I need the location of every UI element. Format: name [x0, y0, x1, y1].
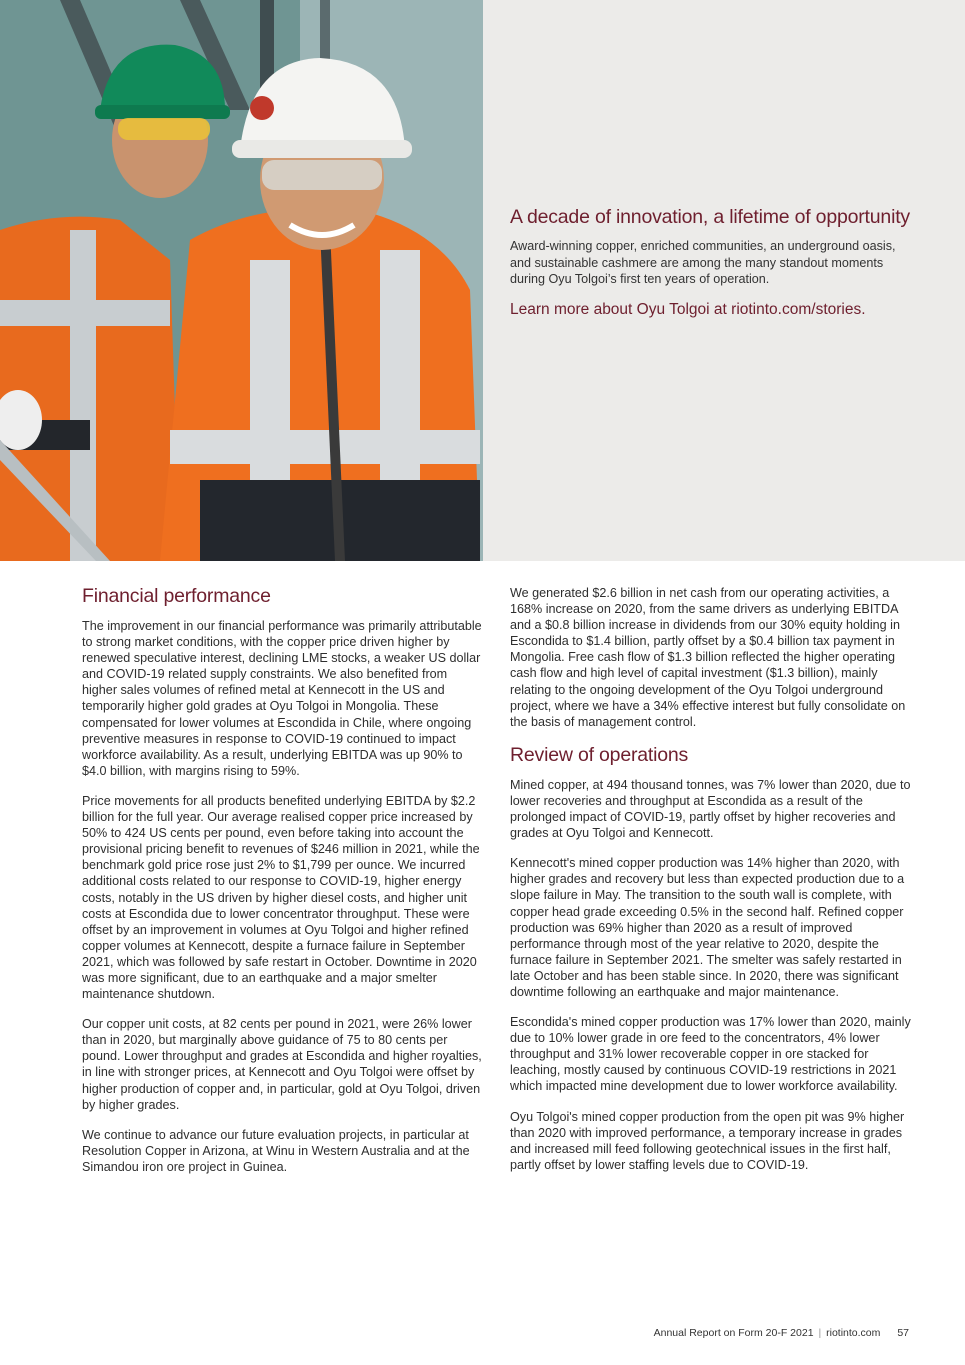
callout-link[interactable]: Learn more about Oyu Tolgoi at riotinto.com/stories.: [510, 301, 866, 318]
operations-paragraph-1: Mined copper, at 494 thousand tonnes, was 7% lower than 2020, due to lower recoveries and throughput at Escondida as a result of the prolonged impact of COVID-19, partly offset by higher recoveries and grades at Oyu Tolgoi and Kennecott.: [510, 777, 911, 841]
financial-performance-heading: Financial performance: [82, 585, 271, 607]
operations-paragraph-4: Oyu Tolgoi's mined copper production from the open pit was 9% higher than 2020 with improved performance, a temporary increase in grades and increased mill feed following geotechnical issues in the first half, partly offset by lower staffing levels due to COVID-19.: [510, 1109, 905, 1172]
page-number: 57: [897, 1327, 909, 1339]
review-of-operations-heading: Review of operations: [510, 743, 689, 766]
financial-paragraph-1: The improvement in our financial performance was primarily attributable to strong market conditions, with the copper price driven higher by renewed speculative interest, declining LME stocks, a weaker US dollar and COVID-19 related supply constraints. We also benefited from higher sales volumes of refined metal at Kennecott in the US and temporarily higher gold grades at Oyu Tolgoi in Mongolia. These compensated for lower volumes at Escondida in Chile, where ongoing preventive measures in response to COVID-19 continued to impact workforce availability. As a result, underlying EBITDA was up 90% to $4.0 billion, with margins rising to 59%.: [82, 619, 482, 778]
footer-report-title: Annual Report on Form 20-F 2021: [653, 1327, 814, 1339]
operations-paragraph-3: Escondida's mined copper production was 17% lower than 2020, mainly due to 10% lower grade in ore feed to the concentrators, 4% lower throughput and 31% lower recoverable copper in ore stacked for leaching, mostly caused by continuous COVID-19 restrictions in 2021 which impacted mine development due to lower workforce availability.: [510, 1015, 911, 1094]
footer-separator: |: [818, 1327, 822, 1339]
page-footer: [654, 1327, 909, 1339]
financial-paragraph-2: Price movements for all products benefited underlying EBITDA by $2.2 billion for the full year. Our average realised copper price increased by 50% to 424 US cents per pound, even before taking into account the provisional pricing benefit to revenues of $246 million in 2021, while the benchmark gold price rose just 2% to $1,799 per ounce. We incurred additional costs related to our response to COVID-19, higher energy costs, notably in the US driven by higher diesel costs, and higher unit costs at Escondida due to lower concentrator throughput. These were offset by an improvement in volumes at Oyu Tolgoi and higher refined copper volumes at Kennecott, despite a furnace failure in September 2021, which was followed by safe restart in October. Downtime in 2020 was more significant, due to an earthquake and a major smelter maintenance shutdown.: [82, 793, 480, 1002]
oyu-tolgoi-callout: [483, 0, 965, 561]
financial-paragraph-3: Our copper unit costs, at 82 cents per pound in 2021, were 26% lower than in 2020, but marginally above guidance of 75 to 80 cents per pound. Lower throughput and grades at Escondida and higher royalties, in line with stronger prices, at Kennecott and Oyu Tolgoi were offset by higher production of copper and, in particular, gold at Oyu Tolgoi, driven by higher grades.: [82, 1017, 482, 1112]
callout-body: Award-winning copper, enriched communities, an underground oasis, and sustainable cashmere are among the many standout moments during Oyu Tolgoi’s first ten years of operation.: [510, 239, 896, 286]
left-column: [82, 585, 484, 1189]
workers-photo: [0, 0, 483, 561]
callout-title: A decade of innovation, a lifetime of opportunity: [510, 206, 910, 228]
footer-site[interactable]: riotinto.com: [826, 1327, 881, 1339]
financial-paragraph-4: We continue to advance our future evaluation projects, in particular at Resolution Copper in Arizona, at Winu in Western Australia and at the Simandou iron ore project in Guinea.: [82, 1127, 470, 1174]
right-column: [510, 585, 912, 1187]
cash-flow-paragraph: We generated $2.6 billion in net cash from our operating activities, a 168% increase on 2020, from the same drivers as underlying EBITDA and a $0.8 billion increase in dividends from our 30% equity holding in Escondida to $1.4 billion, partly offset by a $0.4 billion tax payment in Mongolia. Free cash flow of $1.3 billion reflected the higher operating cash flow and high level of capital investment ($1.3 billion), mainly relating to the ongoing development of the Oyu Tolgoi underground project, where we have a 34% effective interest but fully consolidate on the basis of management control.: [510, 586, 906, 729]
workers-photo-illustration: [0, 0, 483, 561]
operations-paragraph-2: Kennecott's mined copper production was 14% higher than 2020, with higher grades and recovery but less than expected production due to a slope failure in May. The transition to the south wall is complete, with copper head grade exceeding 0.5% in the second half. Refined copper production was 69% higher than 2020 as a result of improved performance through most of the year relative to 2020, despite the furnace failure in September 2021. The smelter was safely restarted in late October and has been stable since. In 2020, there was significant downtime following an earthquake and major maintenance.: [510, 856, 905, 999]
